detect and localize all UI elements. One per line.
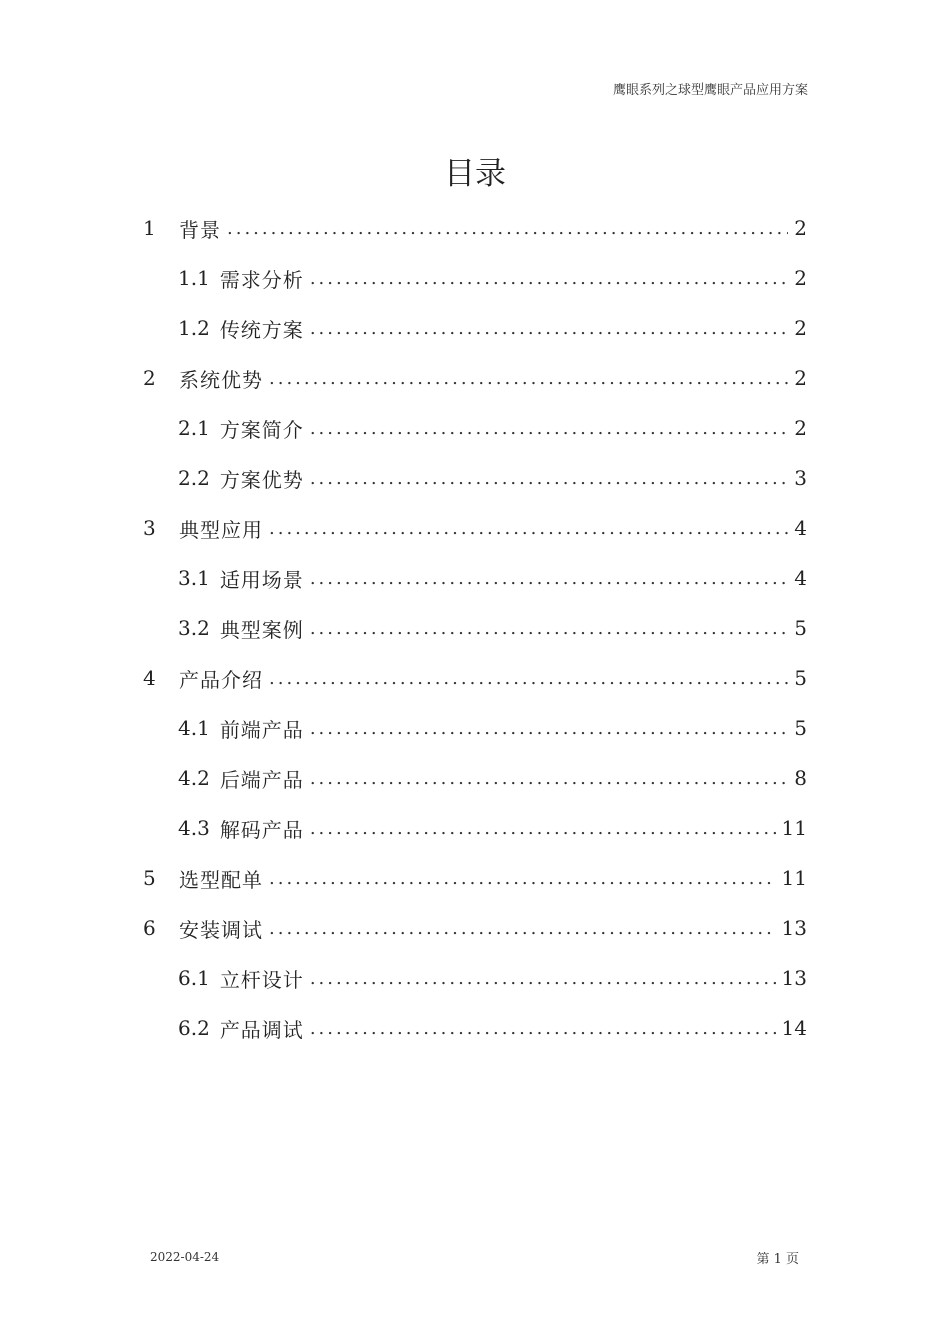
toc-entry-title: 系统优势 — [179, 367, 263, 392]
toc-entry[interactable] — [178, 960, 807, 996]
toc-entry-number: 4 — [143, 666, 156, 690]
toc-entry-page: 2 — [794, 416, 807, 440]
toc-entry-title: 方案优势 — [219, 467, 304, 492]
toc-entry-title: 选型配单 — [179, 867, 263, 892]
toc-entry-page: 8 — [794, 766, 807, 790]
toc-entry-title: 后端产品 — [219, 767, 304, 792]
toc-entry-number: 5 — [143, 866, 156, 890]
toc-entry-number: 2.1 — [178, 416, 210, 440]
toc-entry[interactable] — [178, 310, 807, 346]
toc-entry-page: 4 — [794, 516, 807, 540]
toc-entry[interactable] — [143, 360, 807, 396]
toc-entry-number: 1 — [143, 216, 156, 240]
toc-entry-title: 安装调试 — [179, 917, 263, 942]
toc-entry-page: 5 — [794, 716, 807, 740]
toc-dot-leader — [310, 418, 788, 439]
toc-entry-page: 2 — [794, 316, 807, 340]
toc-dot-leader — [269, 368, 788, 389]
toc-entry-page: 2 — [794, 216, 807, 240]
toc-dot-leader — [227, 218, 788, 239]
toc-heading: 目录 — [444, 156, 506, 192]
toc-entry-title: 典型应用 — [179, 517, 263, 542]
toc-entry-page: 11 — [781, 816, 807, 840]
toc-entry-title: 产品调试 — [219, 1017, 304, 1042]
toc-dot-leader — [310, 268, 788, 289]
toc-entry-page: 13 — [781, 916, 807, 940]
toc-entry-page: 5 — [794, 616, 807, 640]
toc-entry-title: 立杆设计 — [219, 967, 304, 992]
toc-entry[interactable] — [178, 410, 807, 446]
toc-entry-page: 11 — [781, 866, 807, 890]
toc-dot-leader — [310, 468, 788, 489]
toc-dot-leader — [269, 868, 776, 889]
toc-dot-leader — [310, 768, 788, 789]
toc-dot-leader — [310, 818, 776, 839]
footer-page-number: 第 1 页 — [756, 1252, 799, 1267]
toc-entry-number: 4.3 — [178, 816, 210, 840]
toc-entry-title: 前端产品 — [219, 717, 304, 742]
toc-entry-page: 2 — [794, 366, 807, 390]
toc-entry[interactable] — [178, 810, 807, 846]
toc-entry-page: 13 — [781, 966, 807, 990]
toc-entry[interactable] — [178, 1010, 807, 1046]
toc-entry-number: 1.2 — [178, 316, 210, 340]
running-header-title: 鹰眼系列之球型鹰眼产品应用方案 — [612, 83, 808, 98]
toc-entry-page: 5 — [794, 666, 807, 690]
toc-entry-title: 背景 — [179, 217, 221, 242]
toc-entry-number: 3.2 — [178, 616, 210, 640]
toc-entry-number: 1.1 — [178, 266, 210, 290]
toc-entry-title: 方案简介 — [219, 417, 304, 442]
toc-dot-leader — [310, 1018, 776, 1039]
toc-dot-leader — [269, 518, 788, 539]
toc-entry-number: 4.2 — [178, 766, 210, 790]
toc-entry[interactable] — [178, 260, 807, 296]
toc-entry-number: 3.1 — [178, 566, 210, 590]
toc-entry-number: 6.2 — [178, 1016, 210, 1040]
toc-entry-title: 需求分析 — [219, 267, 304, 292]
toc-dot-leader — [310, 618, 788, 639]
toc-dot-leader — [269, 918, 776, 939]
toc-entry-number: 6 — [143, 916, 156, 940]
toc-entry-title: 产品介绍 — [179, 667, 263, 692]
toc-entry-number: 4.1 — [178, 716, 210, 740]
toc-dot-leader — [269, 668, 788, 689]
toc-dot-leader — [310, 968, 776, 989]
toc-entry-title: 解码产品 — [219, 817, 304, 842]
toc-entry[interactable] — [143, 510, 807, 546]
toc-entry-page: 2 — [794, 266, 807, 290]
toc-entry[interactable] — [178, 460, 807, 496]
toc-entry[interactable] — [143, 660, 807, 696]
toc-entry[interactable] — [178, 760, 807, 796]
toc-entry-page: 14 — [781, 1016, 807, 1040]
toc-dot-leader — [310, 718, 788, 739]
toc-entry-number: 6.1 — [178, 966, 210, 990]
toc-entry[interactable] — [178, 710, 807, 746]
toc-entry-number: 2 — [143, 366, 156, 390]
toc-entry-title: 适用场景 — [219, 567, 304, 592]
footer-date: 2022-04-24 — [150, 1250, 220, 1264]
toc-entry-page: 3 — [794, 466, 807, 490]
toc-entry[interactable] — [143, 910, 807, 946]
toc-entry[interactable] — [143, 210, 807, 246]
toc-entry-number: 2.2 — [178, 466, 210, 490]
toc-dot-leader — [310, 318, 788, 339]
toc-entry-page: 4 — [794, 566, 807, 590]
toc-dot-leader — [310, 568, 788, 589]
toc-entry[interactable] — [178, 560, 807, 596]
toc-entry[interactable] — [178, 610, 807, 646]
toc-entry[interactable] — [143, 860, 807, 896]
toc-entry-title: 典型案例 — [219, 617, 304, 642]
toc-entry-title: 传统方案 — [219, 317, 304, 342]
toc-entry-number: 3 — [143, 516, 156, 540]
